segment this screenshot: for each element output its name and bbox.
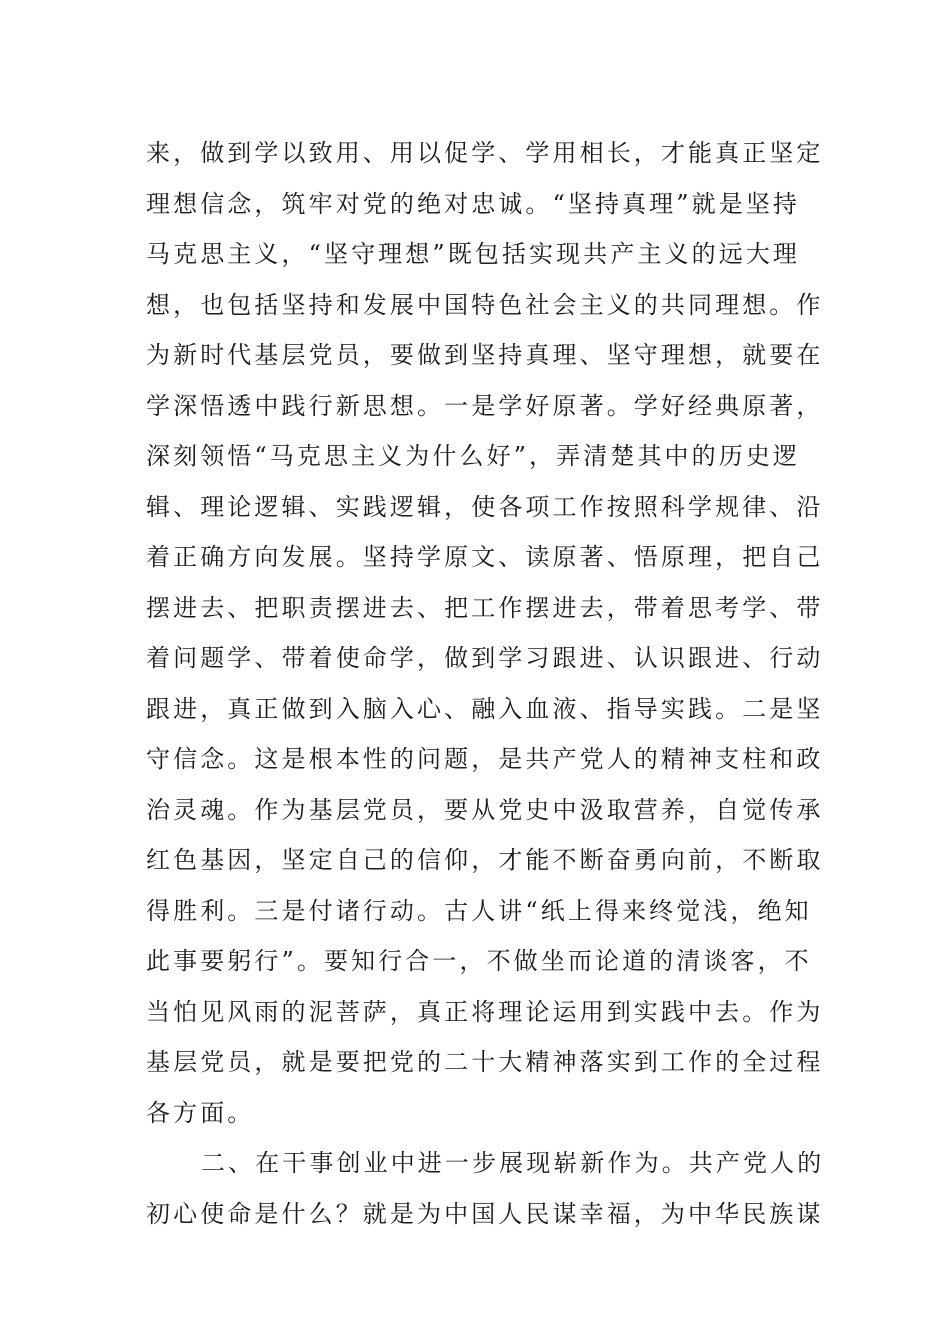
text-line: 为新时代基层党员，要做到坚持真理、坚守理想，就要在 [146,341,824,369]
text-line: 初心使命是什么？就是为中国人民谋幸福，为中华民族谋 [146,1199,824,1228]
section-heading-line: 二、在干事创业中进一步展现崭新作为。共产党人的 [201,1149,825,1177]
text-line: 跟进，真正做到入脑入心、融入血液、指导实践。二是坚 [146,694,824,723]
text-line: 着正确方向发展。坚持学原文、读原著、悟原理，把自己 [146,543,824,571]
text-line: 各方面。 [146,1098,255,1127]
text-line: 摆进去、把职责摆进去、把工作摆进去，带着思考学、带 [146,593,824,622]
text-line: 深刻领悟“马克思主义为什么好”，弄清楚其中的历史逻 [146,442,801,470]
text-line: 马克思主义，“坚守理想”既包括实现共产主义的远大理 [146,240,801,268]
text-line: 此事要躬行”。要知行合一，不做坐而论道的清谈客，不 [146,947,812,975]
body-text [146,128,825,1239]
text-line: 理想信念，筑牢对党的绝对忠诚。“坚持真理”就是坚持 [146,189,801,218]
text-line: 红色基因，坚定自己的信仰，才能不断奋勇向前，不断取 [146,846,824,874]
text-line: 着问题学、带着使命学，做到学习跟进、认识跟进、行动 [146,644,824,672]
text-line: 当怕见风雨的泥菩萨，真正将理论运用到实践中去。作为 [146,997,824,1026]
text-line: 来，做到学以致用、用以促学、学用相长，才能真正坚定 [146,139,824,167]
text-line: 治灵魂。作为基层党员，要从党史中汲取营养，自觉传承 [146,795,824,824]
text-line: 辑、理论逻辑、实践逻辑，使各项工作按照科学规律、沿 [146,492,824,521]
text-line: 想，也包括坚持和发展中国特色社会主义的共同理想。作 [146,290,824,319]
text-line: 学深悟透中践行新思想。一是学好原著。学好经典原著， [146,391,824,420]
text-line: 基层党员，就是要把党的二十大精神落实到工作的全过程 [146,1048,824,1076]
text-line: 守信念。这是根本性的问题，是共产党人的精神支柱和政 [146,745,824,773]
text-line: 得胜利。三是付诸行动。古人讲“纸上得来终觉浅，绝知 [146,896,812,925]
